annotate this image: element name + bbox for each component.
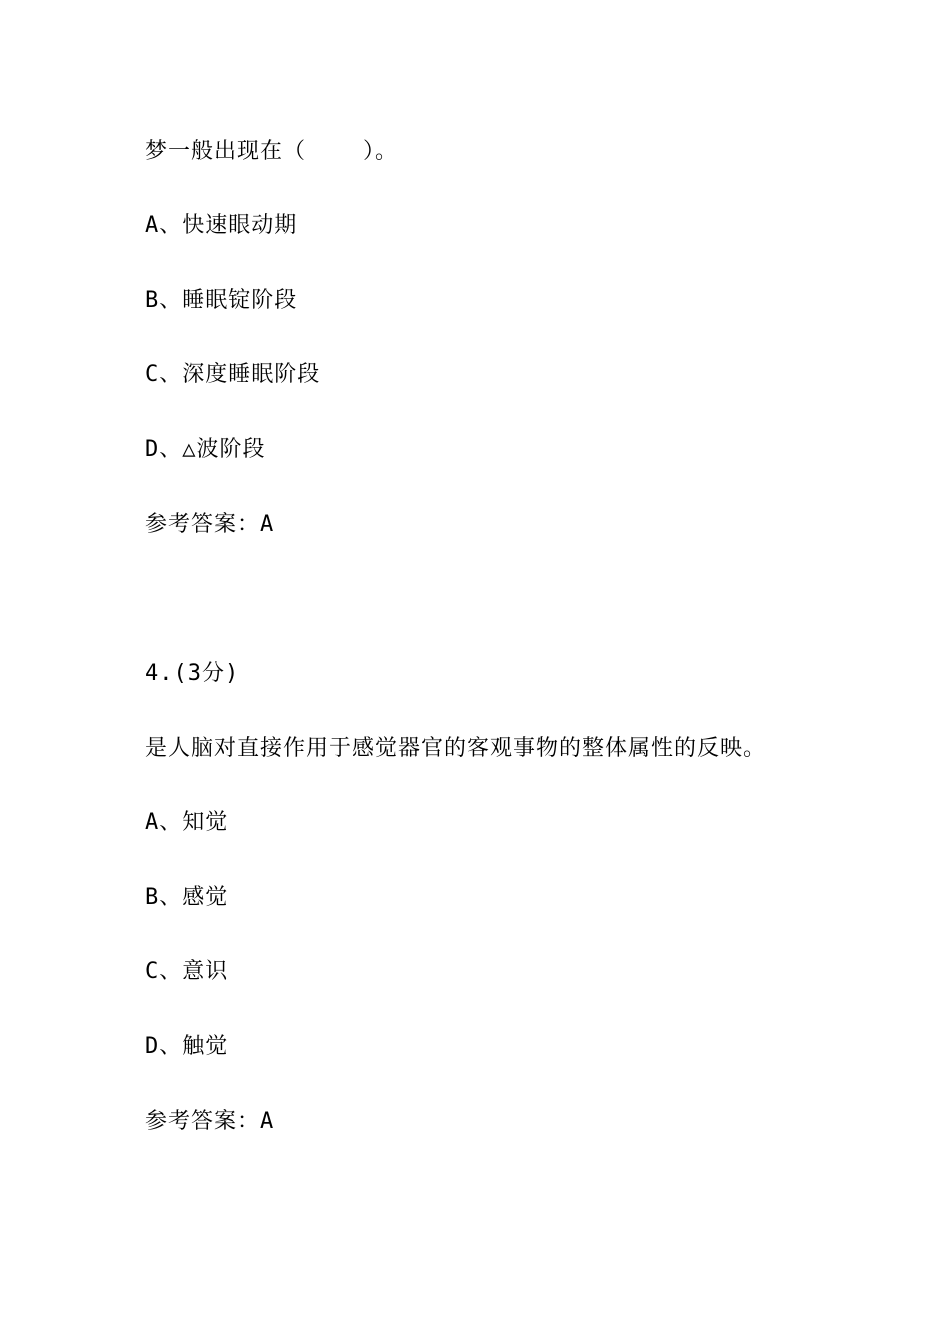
question-4-option-a: A、知觉 — [145, 810, 229, 835]
question-4-option-b: B、感觉 — [145, 885, 229, 910]
question-4-answer: 参考答案：A — [145, 1109, 275, 1134]
question-4-option-d: D、触觉 — [145, 1034, 229, 1059]
question-4-header: 4.(3分) — [145, 661, 240, 686]
question-3-stem: 梦一般出现在（ ）。 — [145, 139, 398, 164]
question-4-stem: 是人脑对直接作用于感觉器官的客观事物的整体属性的反映。 — [145, 736, 767, 761]
question-3-answer: 参考答案：A — [145, 512, 275, 537]
question-4-option-c: C、意识 — [145, 959, 229, 984]
question-3-option-b: B、睡眠锭阶段 — [145, 288, 298, 313]
question-3-option-c: C、深度睡眠阶段 — [145, 362, 321, 387]
question-3-option-d: D、△波阶段 — [145, 437, 266, 462]
question-3-option-a: A、快速眼动期 — [145, 213, 298, 238]
